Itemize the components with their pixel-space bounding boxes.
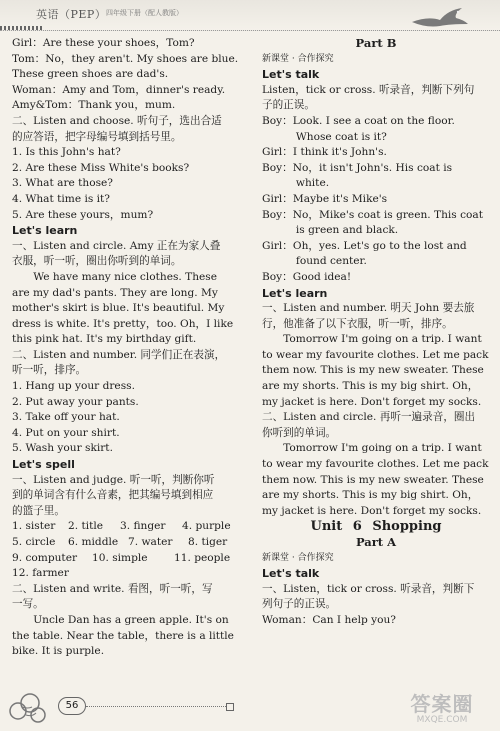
- section-heading: Let's spell: [12, 458, 75, 472]
- header-title: 英语（PEP）: [36, 8, 107, 21]
- passage-line: dress is white. It's pretty，too. Oh，I like: [12, 317, 234, 330]
- passage-line: the table. Near the table，there is a little: [12, 629, 234, 642]
- task-instruction: 二、Listen and choose. 听句子，选出合适: [12, 114, 222, 127]
- word-item: 7. water: [128, 536, 173, 548]
- header-subtitle: 四年级下册（配人教版）: [106, 9, 183, 17]
- word-item: 5. circle: [12, 536, 56, 548]
- footer-divider: [86, 706, 226, 707]
- watermark: [392, 693, 492, 729]
- list-item: 4. What time is it?: [12, 192, 110, 205]
- task-instruction: 到的单词含有什么音素，把其编号填到相应: [12, 489, 214, 502]
- task-instruction: 一、Listen and judge. 听一听，判断你听: [12, 473, 215, 486]
- task-instruction: 一写。: [12, 598, 44, 611]
- footer-mark-icon: [226, 703, 234, 711]
- task-instruction: 二、Listen and write. 看图，听一听，写: [12, 582, 213, 595]
- speaker: Boy：: [262, 208, 293, 221]
- task-instruction: 衣服，听一听，圈出你听到的单词。: [12, 255, 182, 268]
- word-item: 1. sister: [12, 520, 56, 533]
- dialog-line: Girl：Maybe it's Mike's: [262, 192, 388, 205]
- word-item: 2. title: [68, 520, 104, 533]
- task-instruction: 一、Listen and circle. Amy 正在为家人叠: [12, 239, 221, 252]
- list-item: 3. Take off your hat.: [12, 411, 120, 424]
- dialog-line: Boy：Good idea!: [262, 270, 352, 283]
- speaker: Boy：: [262, 161, 293, 174]
- passage-line: are my shorts. This is my big shirt. Oh，: [262, 380, 479, 393]
- unit-title: Unit 6 Shopping: [310, 519, 442, 535]
- passage-line: are my shorts. This is my big shirt. Oh，: [262, 489, 479, 502]
- passage-line: mother's skirt is blue. It's beautiful. My: [12, 302, 225, 315]
- speaker: Girl：: [262, 146, 293, 159]
- passage-line: bike. It is purple.: [12, 645, 105, 658]
- watermark-text: 答案圈: [410, 692, 474, 716]
- right-column: [262, 36, 490, 629]
- list-item: 4. Put on your shirt.: [12, 426, 120, 439]
- dialog-line: Woman：Can I help you?: [262, 613, 396, 626]
- task-instruction: 听一听，排序。: [12, 364, 87, 377]
- section-heading: Let's learn: [12, 224, 78, 238]
- task-instruction: 二、Listen and number. 同学们正在表演，: [12, 348, 226, 361]
- list-item: 2. Are these Miss White's books?: [12, 161, 190, 174]
- dialog-line: Tom：No，they aren't. My shoes are blue.: [12, 52, 239, 65]
- word-item: 9. computer: [12, 551, 78, 564]
- part-heading: Part A: [355, 535, 397, 549]
- speaker: Boy：: [262, 270, 293, 283]
- word-item: 3. finger: [120, 520, 166, 533]
- dialog-line: Whose coat is it?: [295, 130, 387, 143]
- task-instruction: 子的正误。: [262, 99, 315, 112]
- section-label: 新课堂 · 合作探究: [262, 552, 334, 563]
- passage-line: my jacket is here. Don't forget my socks.: [262, 395, 482, 408]
- passage-line: to wear my favourite clothes. Let me pack: [262, 348, 489, 361]
- flower-icon: [4, 687, 52, 727]
- passage-line: We have many nice clothes. These: [33, 270, 218, 283]
- speaker: Girl：: [262, 239, 293, 252]
- section-heading: Let's talk: [262, 567, 320, 581]
- word-item: 11. people: [174, 551, 231, 564]
- page-footer: [0, 691, 500, 731]
- task-instruction: 行，他准备了以下衣服，听一听，排序。: [262, 317, 453, 330]
- list-item: 5. Wash your skirt.: [12, 442, 113, 455]
- watermark-url: MXQE.COM: [416, 715, 468, 725]
- dialog-line: Boy：Look. I see a coat on the floor.: [262, 114, 455, 127]
- page-header: [0, 0, 500, 31]
- word-row: [12, 535, 248, 551]
- task-instruction: Listen，tick or cross. 听录音，判断下列句: [262, 83, 475, 96]
- bird-icon: [410, 2, 470, 30]
- dialog-line: Boy：No，it isn't John's. His coat is: [262, 161, 453, 174]
- task-instruction: 二、Listen and circle. 再听一遍录音，圈出: [262, 411, 476, 424]
- task-instruction: 一、Listen and number. 明天 John 要去旅: [262, 302, 475, 315]
- speaker: Girl：: [262, 192, 293, 205]
- word-item: 4. purple: [182, 520, 231, 533]
- word-item: 12. farmer: [12, 567, 69, 580]
- list-item: 2. Put away your pants.: [12, 395, 139, 408]
- passage-line: Tomorrow I'm going on a trip. I want: [283, 442, 482, 455]
- task-instruction: 的应答语，把字母编号填到括号里。: [12, 130, 182, 143]
- list-item: 5. Are these yours，mum?: [12, 208, 154, 221]
- word-item: 10. simple: [92, 551, 148, 564]
- part-heading: Part B: [355, 36, 397, 50]
- section-label: 新课堂 · 合作探究: [262, 53, 334, 64]
- passage-line: Uncle Dan has a green apple. It's on: [33, 613, 229, 626]
- dialog-line: Boy：No，Mike's coat is green. This coat: [262, 208, 483, 221]
- word-row: [12, 519, 248, 535]
- section-heading: Let's talk: [262, 68, 320, 82]
- passage-line: this pink hat. It's my birthday gift.: [12, 333, 197, 346]
- word-item: 8. tiger: [188, 536, 228, 548]
- speaker: Boy：: [262, 114, 293, 127]
- passage-line: Tomorrow I'm going on a trip. I want: [283, 333, 482, 346]
- task-instruction: 列句子的正误。: [262, 598, 337, 611]
- task-instruction: 你听到的单词。: [262, 426, 337, 439]
- section-heading: Let's learn: [262, 286, 328, 300]
- passage-line: to wear my favourite clothes. Let me pack: [262, 458, 489, 471]
- dialog-line: These green shoes are dad's.: [12, 68, 169, 81]
- dialog-line: found center.: [295, 255, 367, 268]
- passage-line: them now. This is my new sweater. These: [262, 364, 484, 377]
- dialog-line: is green and black.: [295, 224, 399, 237]
- list-item: 1. Hang up your dress.: [12, 380, 135, 393]
- word-row: [12, 551, 248, 567]
- dialog-line: Amy&Tom：Thank you，mum.: [12, 99, 176, 112]
- list-item: 3. What are those?: [12, 177, 113, 190]
- left-column: [12, 36, 248, 660]
- task-instruction: 一、Listen，tick or cross. 听录音，判断下: [262, 582, 475, 595]
- dialog-line: white.: [295, 177, 330, 190]
- page-number: 56: [58, 697, 86, 715]
- passage-line: my jacket is here. Don't forget my socks.: [262, 504, 482, 517]
- dialog-line: Woman：Amy and Tom，dinner's ready.: [12, 83, 226, 96]
- passage-line: are my dad's pants. They are long. My: [12, 286, 218, 299]
- dialog-line: Girl：I think it's John's.: [262, 146, 387, 159]
- passage-line: them now. This is my new sweater. These: [262, 473, 484, 486]
- header-divider: [0, 26, 44, 30]
- word-item: 6. middle: [68, 536, 119, 548]
- dialog-line: Girl：Oh，yes. Let's go to the lost and: [262, 239, 467, 252]
- dialog-line: Girl：Are these your shoes，Tom?: [12, 37, 195, 49]
- list-item: 1. Is this John's hat?: [12, 146, 121, 159]
- task-instruction: 的篮子里。: [12, 504, 65, 517]
